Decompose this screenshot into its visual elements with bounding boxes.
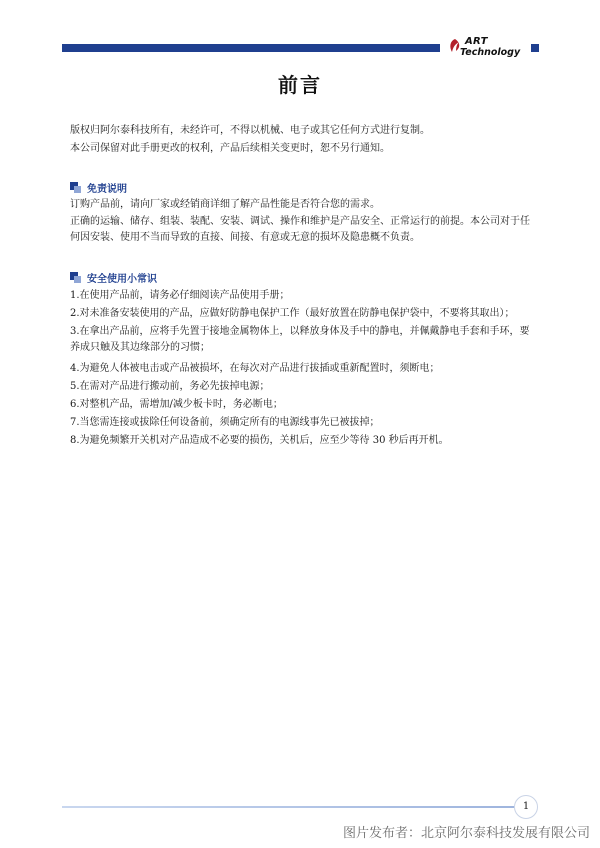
safety-title: 安全使用小常识 [87, 273, 157, 285]
intro-line-2: 本公司保留对此手册更改的权利，产品后续相关变更时，恕不另行通知。 [70, 143, 390, 154]
safety-item-3: 3.在拿出产品前，应将手先置于接地金属物体上，以释放身体及手中的静电，并佩戴静电手套和手环，要养成只触及其边缘部分的习惯； [70, 326, 530, 353]
page-title: 前言 [278, 73, 322, 97]
safety-item-7: 7.当您需连接或拔除任何设备前，须确定所有的电源线事先已被拔掉； [70, 417, 380, 428]
intro-line-1: 版权归阿尔泰科技所有，未经许可，不得以机械、电子或其它任何方式进行复制。 [70, 125, 430, 136]
disclaimer-heading [70, 180, 127, 194]
header-bar [62, 44, 440, 52]
disclaimer-paragraph-2: 正确的运输、储存、组装、装配、安装、调试、操作和维护是产品安全、正常运行的前提。本公司对于任何因安装、使用不当而导致的直接、间接、有意或无意的损坏及隐患概不负责。 [70, 216, 530, 243]
safety-heading [70, 270, 157, 284]
logo-text-art: ART [465, 36, 488, 47]
safety-item-5: 5.在需对产品进行搬动前，务必先拔掉电源； [70, 381, 270, 392]
logo-text-technology: Technology [460, 47, 521, 58]
safety-item-6: 6.对整机产品，需增加/减少板卡时，务必断电； [70, 399, 283, 410]
company-logo [448, 36, 528, 60]
publisher-watermark: 图片发布者：北京阿尔泰科技发展有限公司 [342, 826, 590, 841]
disclaimer-title: 免责说明 [87, 183, 127, 195]
section-square-icon [70, 182, 81, 193]
safety-item-2: 2.对未准备安装使用的产品，应做好防静电保护工作（最好放置在防静电保护袋中，不要将其取出）； [70, 308, 515, 319]
footer-line [62, 806, 514, 808]
page-number: 1 [514, 795, 538, 819]
disclaimer-paragraph-1: 订购产品前，请向厂家或经销商详细了解产品性能是否符合您的需求。 [70, 199, 380, 210]
header-bar-end [531, 44, 539, 52]
section-square-icon [70, 272, 81, 283]
safety-item-4: 4.为避免人体被电击或产品被损坏，在每次对产品进行拔插或重新配置时，须断电； [70, 363, 440, 374]
safety-item-1: 1.在使用产品前，请务必仔细阅读产品使用手册； [70, 290, 290, 301]
safety-item-8: 8.为避免频繁开关机对产品造成不必要的损伤，关机后，应至少等待 30 秒后再开机。 [70, 435, 449, 446]
